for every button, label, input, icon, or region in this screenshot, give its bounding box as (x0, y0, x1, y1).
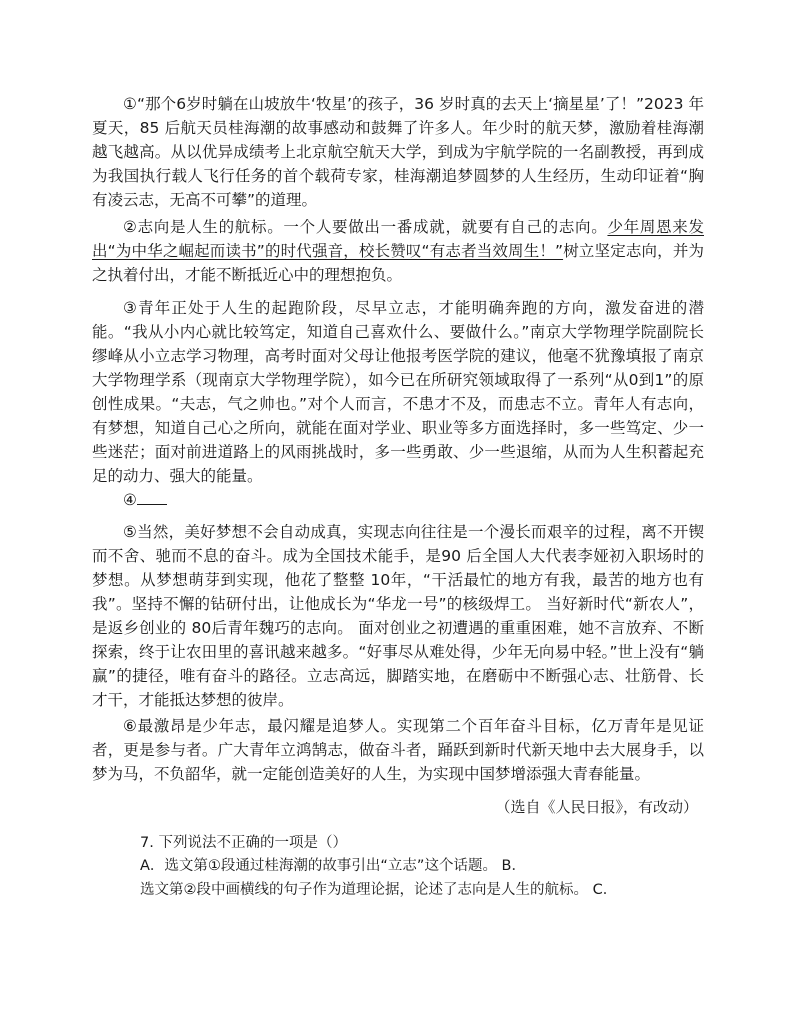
paragraph-6: ⑥最激昂是少年志，最闪耀是追梦人。实现第二个百年奋斗目标，亿万青年是见证者，更是参与者。广大青年立鸿鹄志，做奋斗者，踊跃到新时代新天地中去大展身手，以梦为马，不负韶华，就一定能创造美好的人生，为实现中国梦增添强大青春能量。 (92, 717, 704, 783)
paragraph-4-number: ④ (123, 491, 137, 509)
underlined-sentence: 少年周恩来发出“为中华之崛起而读书”的时代强音，校长赞叹“有志者当效周生！” (92, 218, 704, 260)
source-citation: （选自《人民日报》，有改动） (495, 798, 698, 816)
option-a: A．选文第①段通过桂海潮的故事引出“立志”这个话题。 B． (140, 858, 526, 874)
paragraph-3: ③青年正处于人生的起跑阶段，尽早立志，才能明确奔跑的方向，激发奋进的潜能。“我从小内心就比较笃定，知道自己喜欢什么、要做什么。”南京大学物理学院副院长缪峰从小立志学习物理，高考时面对父母让他报考医学院的建议，他毫不犹豫填报了南京大学物理学系（现南京大学物理学院），如今已在所研究领域取得了一系列“从0到1”的原创性成果。“夫志，气之帅也。”对个人而言，不患才不及，而患志不立。青年人有志向，有梦想，知道自己心之所向，就能在面对学业、职业等多方面选择时，多一些笃定、少一些迷茫；面对前进道路上的风雨挑战时，多一些勇敢、少一些退缩，从而为人生积蓄起充足的动力、强大的能量。 (92, 299, 704, 485)
fill-in-blank (137, 503, 167, 505)
paragraph-2-conclusion: 树立坚定志向，并为之执着付出，才能不断抵近心中的理想抱负。 (92, 242, 704, 284)
question-stem: 7. 下列说法不正确的一项是（） (140, 835, 347, 851)
paragraph-4 (92, 488, 704, 512)
paragraph-2-intro: ②志向是人生的航标。一个人要做出一番成就，就要有自己的志向。 (123, 218, 608, 236)
paragraph-1: ①“那个6岁时躺在山坡放牛‘牧星’的孩子，36 岁时真的去天上‘摘星星’了！”2023 年夏天，85 后航天员桂海潮的故事感动和鼓舞了许多人。年少时的航天梦，激励着桂海潮越飞越高。从以优异成绩考上北京航空航天大学，到成为宇航学院的一名副教授，再到成为我国执行载人飞行任务的首个载荷专家，桂海潮追梦圆梦的人生经历，生动印证着“胸有凌云志，无高不可攀”的道理。 (92, 95, 704, 209)
paragraph-5: ⑤当然，美好梦想不会自动成真，实现志向往往是一个漫长而艰辛的过程，离不开锲而不舍、驰而不息的奋斗。成为全国技术能手，是90 后全国人大代表李娅初入职场时的梦想。从梦想萌芽到实现，他花了整整 10年，“干活最忙的地方有我，最苦的地方也有我”。坚持不懈的钻研付出，让他成长为“华龙一号”的核级焊工。 当好新时代“新农人”，是返乡创业的 80后青年魏巧的志向。 面对创业之初遭遇的重重困难，她不言放弃、不断探索，终于让农田里的喜讯越来越多。“好事尽从难处得，少年无向易中轻。”世上没有“躺赢”的捷径，唯有奋斗的路径。立志高远，脚踏实地，在磨砺中不断强心志、壮筋骨、长才干，才能抵达梦想的彼岸。 (92, 523, 704, 709)
option-b: 选文第②段中画横线的句子作为道理论据，论述了志向是人生的航标。 C． (140, 882, 618, 898)
paragraph-2 (92, 215, 704, 287)
